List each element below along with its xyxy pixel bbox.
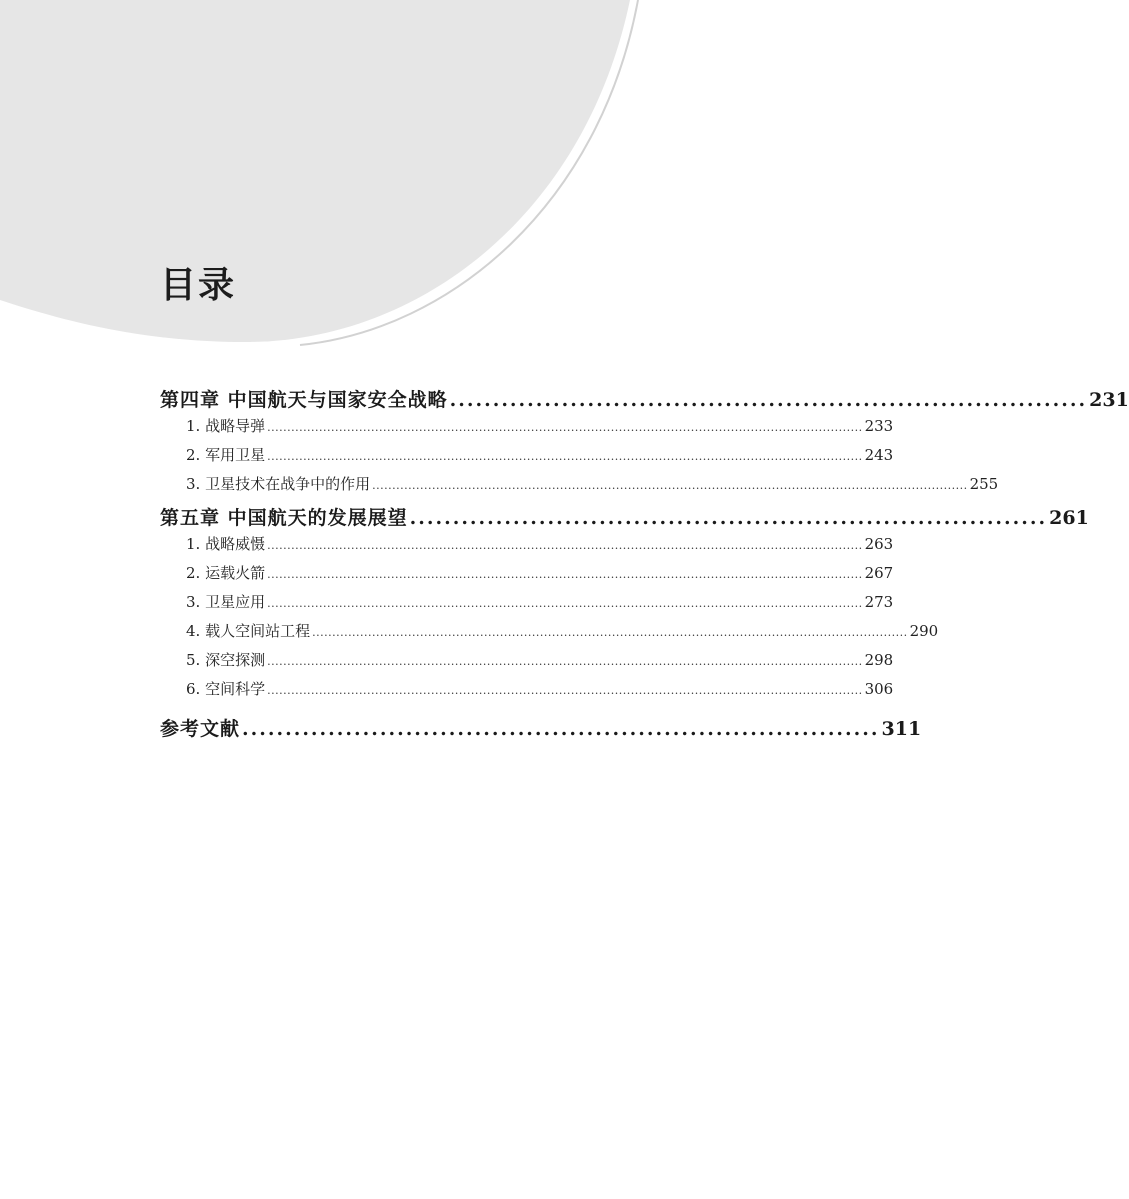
toc-references[interactable] <box>160 714 922 744</box>
dot-leader: ..................................................................................................................................................... <box>372 479 968 492</box>
dot-leader: ..................................................................................................................................................... <box>312 626 908 639</box>
section-title: 3. 卫星应用 <box>186 593 266 611</box>
page-number: 298 <box>864 651 894 669</box>
dot-leader: ..................................................................................................................................................... <box>267 539 863 552</box>
dot-leader: ..................................................................................................................................................... <box>267 655 863 668</box>
section-title: 1. 战略导弹 <box>186 417 266 435</box>
toc-section[interactable] <box>160 649 894 678</box>
section-title: 2. 运载火箭 <box>186 564 266 582</box>
toc-section[interactable] <box>160 473 999 502</box>
toc-section[interactable] <box>160 415 894 444</box>
page-number: 311 <box>881 718 922 740</box>
page-number: 290 <box>909 622 939 640</box>
toc-section[interactable] <box>160 533 894 562</box>
section-title: 2. 军用卫星 <box>186 446 266 464</box>
page-number: 306 <box>864 680 894 698</box>
toc-section[interactable] <box>160 562 894 591</box>
dot-leader: .......................................................................... <box>242 718 880 740</box>
gray-quarter-circle <box>0 0 630 342</box>
page-number: 255 <box>969 475 999 493</box>
page-number: 233 <box>864 417 894 435</box>
dot-leader: ..................................................................................................................................................... <box>267 568 863 581</box>
chapter-title: 第四章 中国航天与国家安全战略 <box>160 389 448 411</box>
dot-leader: ..................................................................................................................................................... <box>267 450 863 463</box>
page-number: 273 <box>864 593 894 611</box>
references-title: 参考文献 <box>160 718 241 740</box>
section-title: 1. 战略威慑 <box>186 535 266 553</box>
toc-section[interactable] <box>160 620 939 649</box>
section-title: 6. 空间科学 <box>186 680 266 698</box>
table-of-contents <box>160 384 1129 744</box>
dot-leader: ..................................................................................................................................................... <box>267 421 863 434</box>
section-title: 5. 深空探测 <box>186 651 266 669</box>
toc-section[interactable] <box>160 591 894 620</box>
chapter-title: 第五章 中国航天的发展展望 <box>160 507 408 529</box>
dot-leader: ..................................................................................................................................................... <box>267 684 863 697</box>
page-number: 231 <box>1089 389 1129 411</box>
page-number: 263 <box>864 535 894 553</box>
page-number: 243 <box>864 446 894 464</box>
dot-leader: ..................................................................................................................................................... <box>267 597 863 610</box>
page-number: 267 <box>864 564 894 582</box>
section-title: 4. 载人空间站工程 <box>186 622 311 640</box>
dot-leader: .......................................................................... <box>409 507 1048 529</box>
section-title: 3. 卫星技术在战争中的作用 <box>186 475 371 493</box>
page-title: 目录 <box>160 265 237 306</box>
spacer <box>160 707 683 713</box>
toc-section[interactable] <box>160 444 894 473</box>
toc-section[interactable] <box>160 678 894 707</box>
toc-chapter-4[interactable] <box>160 385 1129 415</box>
toc-chapter-5[interactable] <box>160 503 1089 533</box>
page-number: 261 <box>1049 507 1089 529</box>
dot-leader: .......................................................................... <box>449 389 1088 411</box>
